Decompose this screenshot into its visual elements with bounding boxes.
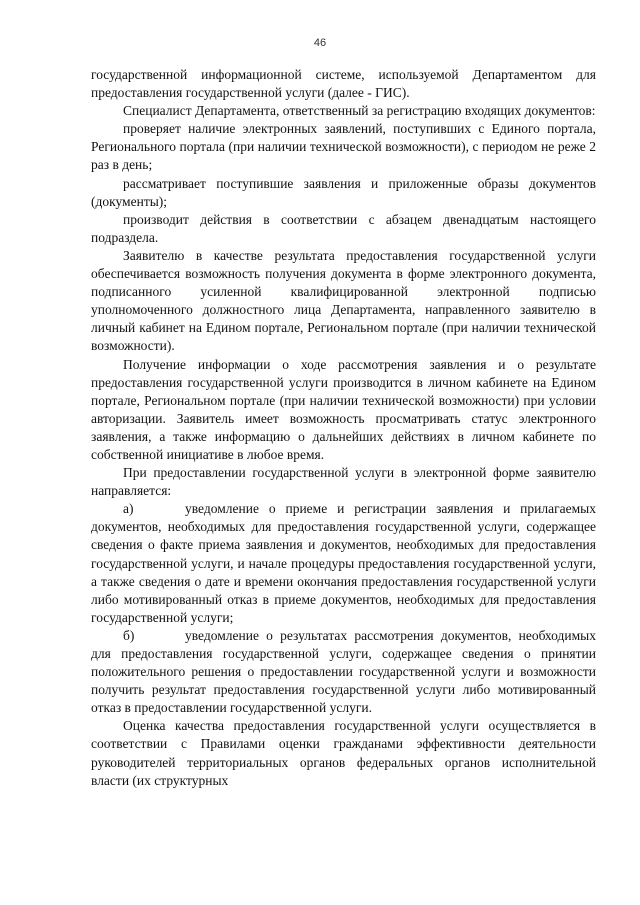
list-marker-a: а) — [123, 501, 134, 517]
document-body — [91, 66, 596, 790]
paragraph-review-applications: рассматривает поступившие заявления и приложенные образы документов (документы); — [91, 175, 596, 209]
paragraph-perform-actions: производит действия в соответствии с абзацем двенадцатым настоящего подраздела. — [91, 211, 596, 245]
paragraph-status-information: Получение информации о ходе рассмотрения заявления и о результате предоставления государственной услуги производится в личном кабинете на Едином портале, Региональном портале (при наличии технической возможности) при условии авторизации. Заявитель имеет возможность просматривать статус электронного заявления, а также информацию о дальнейших действиях в личном кабинете по собственной инициативе в любое время. — [91, 356, 596, 462]
list-item-a-text: уведомление о приеме и регистрации заявления и прилагаемых документов, необходимых для предоставления государственной услуги, содержащее сведения о факте приема заявления и документов, необходимых для предоставления государственной услуги, и начале процедуры предоставления государственной услуги, а также сведения о дате и времени окончания предоставления государственной услуги либо мотивированный отказ в приеме документов, необходимых для предоставления государственной услуги; — [91, 501, 596, 625]
paragraph-electronic-result: Заявителю в качестве результата предоставления государственной услуги обеспечивается возможность получения документа в форме электронного документа, подписанного усиленной квалифицированной электронной подписью уполномоченного должностного лица Департамента, направленного заявителю в личный кабинет на Едином портале, Региональном портале (при наличии технической возможности). — [91, 247, 596, 354]
paragraph-quality-assessment: Оценка качества предоставления государственной услуги осуществляется в соответствии с Правилами оценки гражданами эффективности деятельности руководителей территориальных органов федеральных органов исполнительной власти (их структурных — [91, 718, 596, 788]
list-item-b-text: уведомление о результатах рассмотрения документов, необходимых для предоставления государственной услуги, содержащее сведения о принятии положительного решения о предоставлении государственной услуги и возможности получить результат предоставления государственной услуги либо мотивированный отказ в предоставлении государственной услуги. — [91, 627, 596, 716]
paragraph-notifications-intro: При предоставлении государственной услуги в электронной форме заявителю направляется: — [91, 465, 596, 499]
paragraph-check-applications: проверяет наличие электронных заявлений, поступивших с Единого портала, Регионального портала (при наличии технической возможности), с периодом не реже 2 раз в день; — [91, 121, 596, 173]
paragraph-registration-specialist: Специалист Департамента, ответственный за регистрацию входящих документов: — [123, 103, 596, 119]
paragraph-gis-continuation: государственной информационной системе, используемой Департаментом для предоставления государственной услуги (далее - ГИС). — [91, 67, 596, 101]
list-item-a — [91, 500, 596, 627]
page-number: 46 — [313, 37, 327, 49]
list-item-b — [91, 627, 596, 717]
list-marker-b: б) — [123, 627, 135, 643]
